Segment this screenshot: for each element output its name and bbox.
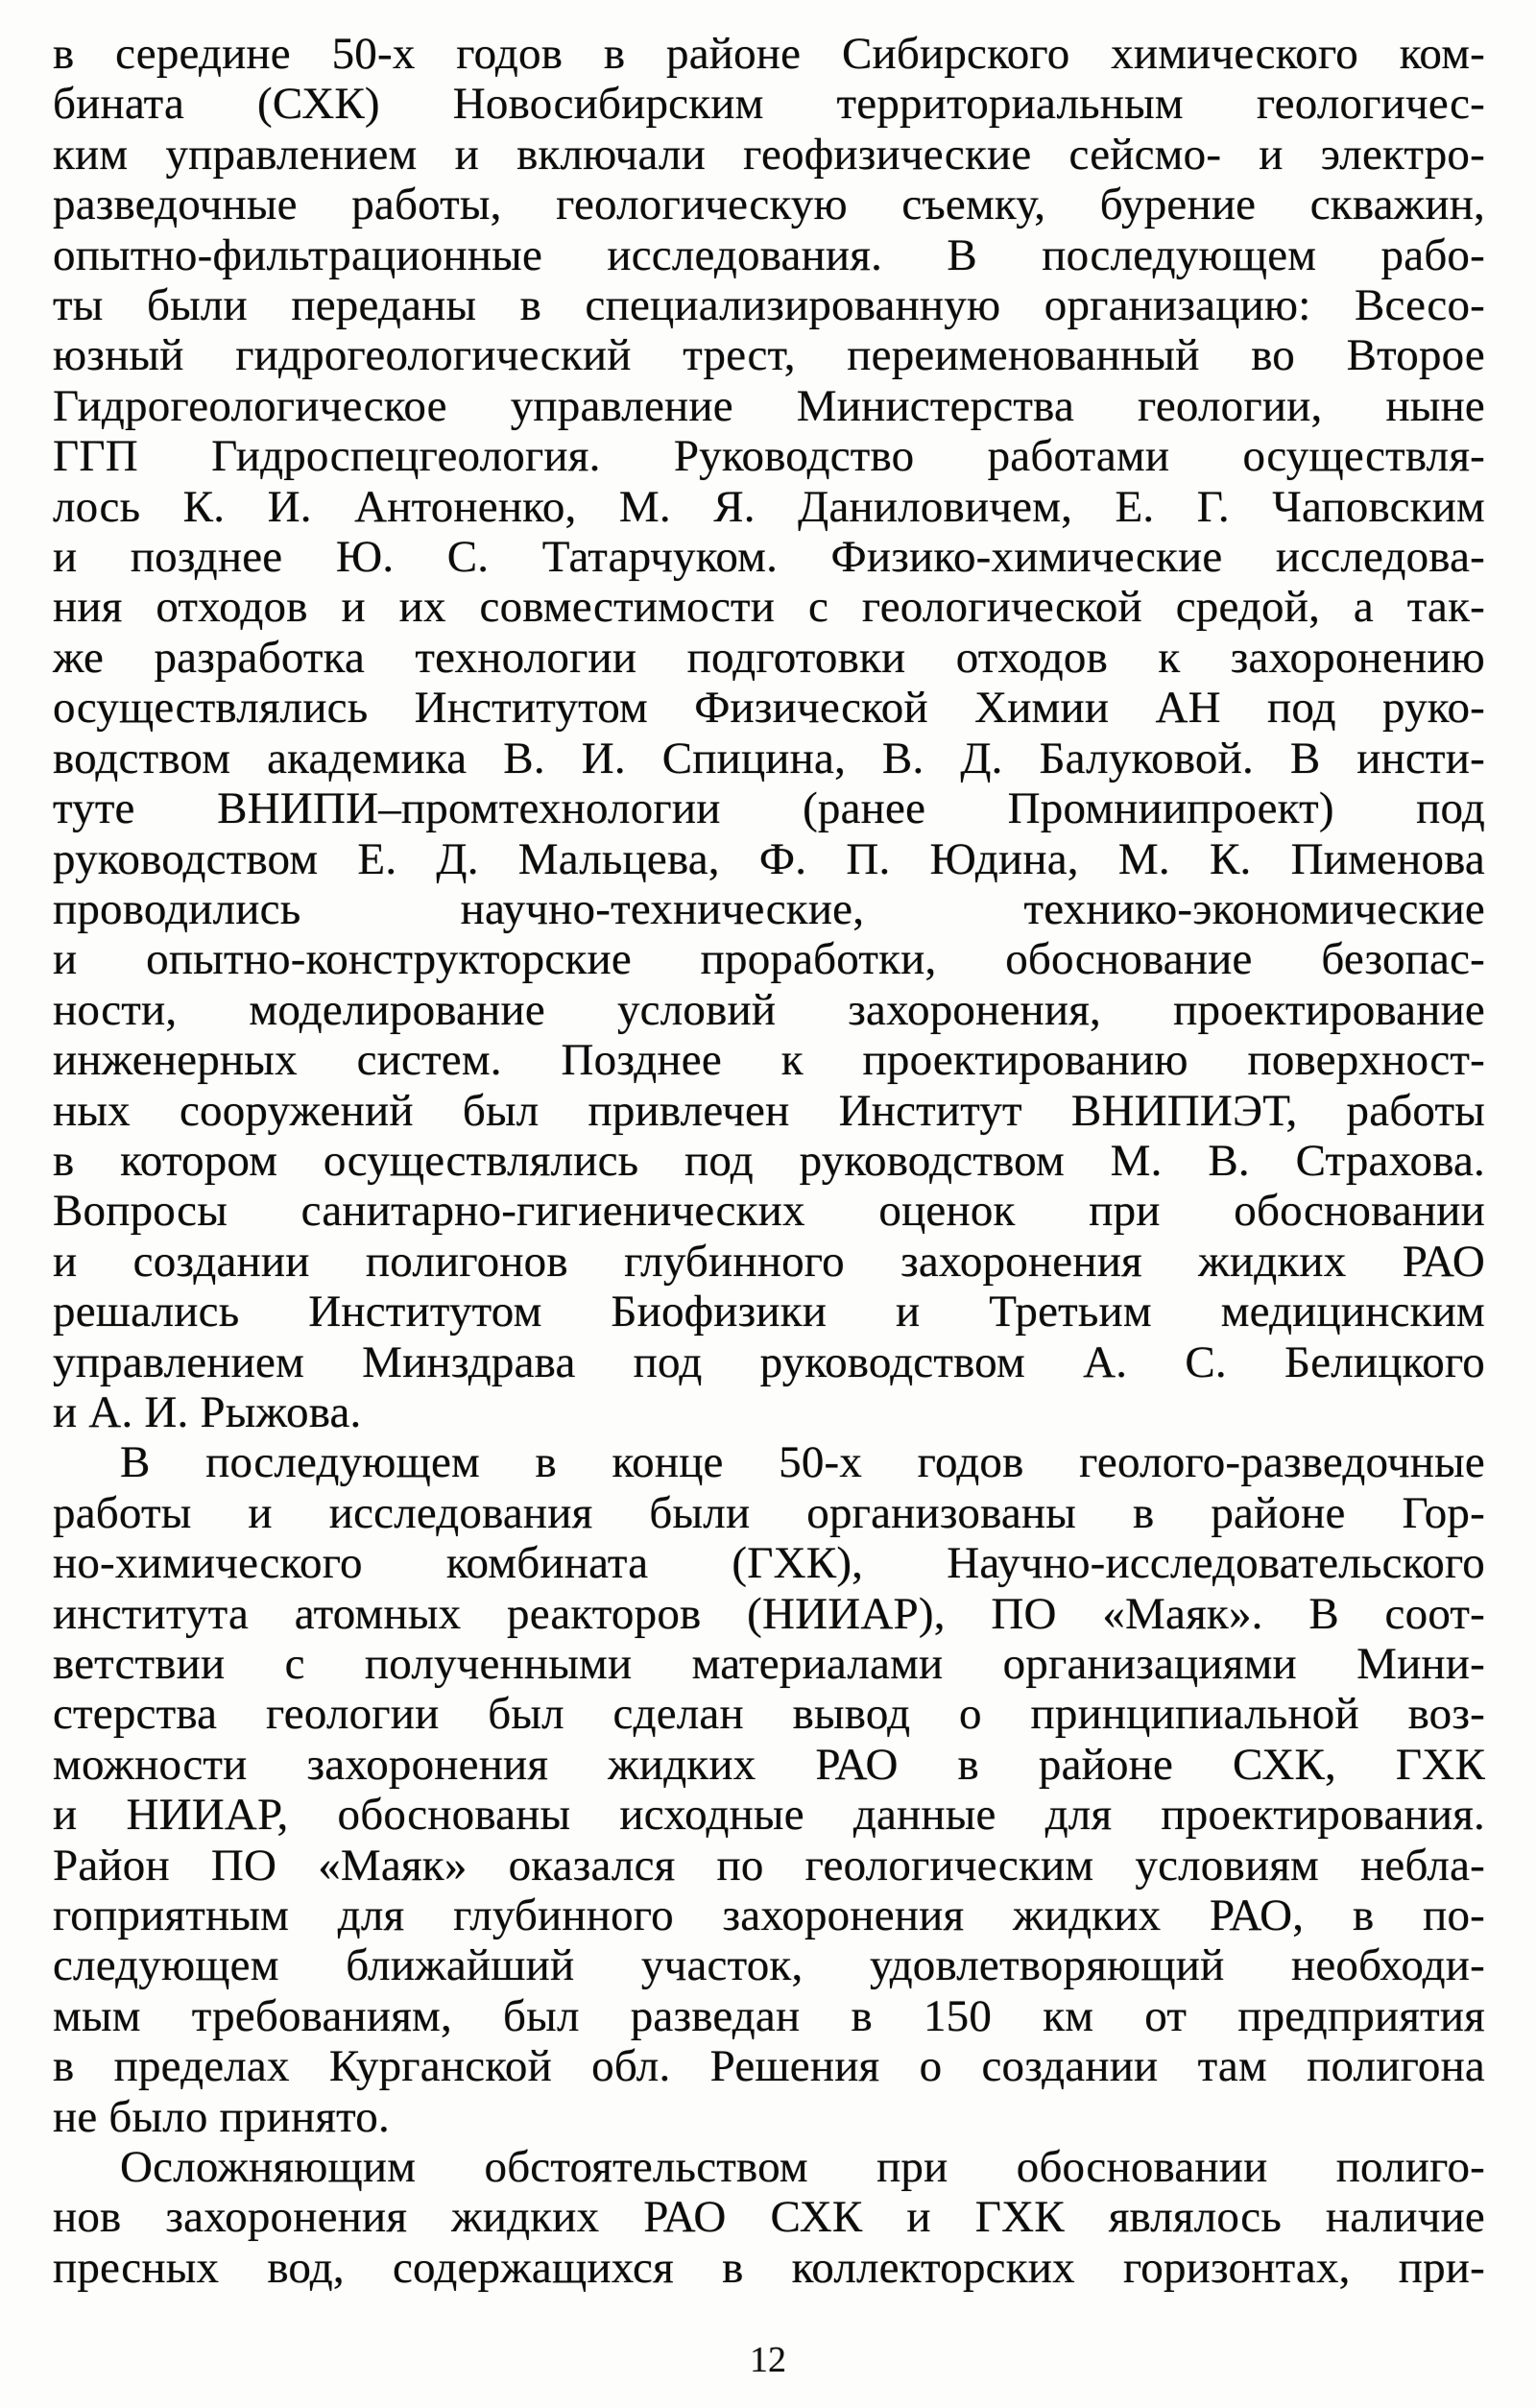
text-line: стерства геологии был сделан вывод о принципиальной воз- [53, 1689, 1485, 1740]
text-line: ния отходов и их совместимости с геологической средой, а так- [53, 582, 1485, 633]
text-line: и создании полигонов глубинного захоронения жидких РАО [53, 1236, 1485, 1287]
text-line: в котором осуществлялись под руководством М. В. Страхова. [53, 1135, 1485, 1186]
text-line: и позднее Ю. С. Татарчуком. Физико-химические исследова- [53, 532, 1485, 583]
text-line: в середине 50-х годов в районе Сибирского химического ком- [53, 29, 1485, 79]
text-line: опытно-фильтрационные исследования. В последующем рабо- [53, 229, 1485, 280]
text-line: туте ВНИПИ–промтехнологии (ранее Промниипроект) под [53, 783, 1485, 834]
text-line: и А. И. Рыжова. [53, 1386, 362, 1437]
text-line: и опытно-конструкторские проработки, обоснование безопас- [53, 934, 1485, 985]
text-line: В последующем в конце 50-х годов геолого-разведочные [120, 1437, 1485, 1488]
text-line: ности, моделирование условий захоронения, проектирование [53, 984, 1485, 1035]
text-line: следующем ближайший участок, удовлетворяющий необходи- [53, 1940, 1485, 1991]
text-line: инженерных систем. Позднее к проектированию поверхност- [53, 1035, 1485, 1086]
text-line: Осложняющим обстоятельством при обосновании полиго- [120, 2142, 1485, 2193]
text-line: управлением Минздрава под руководством А. С. Белицкого [53, 1336, 1485, 1387]
text-line: же разработка технологии подготовки отходов к захоронению [53, 632, 1485, 683]
text-line: ким управлением и включали геофизические сейсмо- и электро- [53, 129, 1485, 180]
text-line: Район ПО «Маяк» оказался по геологическим условиям небла- [53, 1840, 1485, 1890]
text-line: бината (СХК) Новосибирским территориальным геологичес- [53, 79, 1485, 130]
text-line: мым требованиям, был разведан в 150 км от предприятия [53, 1990, 1485, 2041]
text-line: гоприятным для глубинного захоронения жидких РАО, в по- [53, 1890, 1485, 1941]
text-line: можности захоронения жидких РАО в районе СХК, ГХК [53, 1739, 1485, 1790]
text-line: лось К. И. Антоненко, М. Я. Даниловичем, Е. Г. Чаповским [53, 481, 1485, 532]
text-line: нов захоронения жидких РАО СХК и ГХК являлось наличие [53, 2192, 1485, 2243]
text-block [53, 29, 1485, 2293]
text-line: ных сооружений был привлечен Институт ВНИПИЭТ, работы [53, 1085, 1485, 1136]
text-line: проводились научно-технические, технико-экономические [53, 883, 1485, 934]
text-line: пресных вод, содержащихся в коллекторских горизонтах, при- [53, 2242, 1485, 2293]
text-line: и НИИАР, обоснованы исходные данные для проектирования. [53, 1790, 1485, 1841]
text-line: юзный гидрогеологический трест, переименованный во Второе [53, 330, 1485, 381]
text-line: разведочные работы, геологическую съемку, бурение скважин, [53, 180, 1485, 230]
text-line: ты были переданы в специализированную организацию: Всесо- [53, 280, 1485, 331]
text-line: института атомных реакторов (НИИАР), ПО «Маяк». В соот- [53, 1588, 1485, 1639]
text-line: водством академика В. И. Спицина, В. Д. Балуковой. В инсти- [53, 733, 1485, 783]
text-line: Вопросы санитарно-гигиенических оценок при обосновании [53, 1186, 1485, 1237]
page-number: 12 [750, 2340, 786, 2380]
text-line: ГГП Гидроспецгеология. Руководство работами осуществля- [53, 431, 1485, 482]
text-line: решались Институтом Биофизики и Третьим медицинским [53, 1287, 1485, 1337]
text-line: Гидрогеологическое управление Министерства геологии, ныне [53, 380, 1485, 431]
text-line: не было принято. [53, 2091, 390, 2142]
text-line: работы и исследования были организованы в районе Гор- [53, 1487, 1485, 1538]
text-line: ветствии с полученными материалами организациями Мини- [53, 1639, 1485, 1689]
text-line: руководством Е. Д. Мальцева, Ф. П. Юдина, М. К. Пименова [53, 833, 1485, 884]
text-line: в пределах Курганской обл. Решения о создании там полигона [53, 2041, 1485, 2092]
text-line: осуществлялись Институтом Физической Химии АН под руко- [53, 683, 1485, 734]
text-line: но-химического комбината (ГХК), Научно-исследовательского [53, 1538, 1485, 1589]
